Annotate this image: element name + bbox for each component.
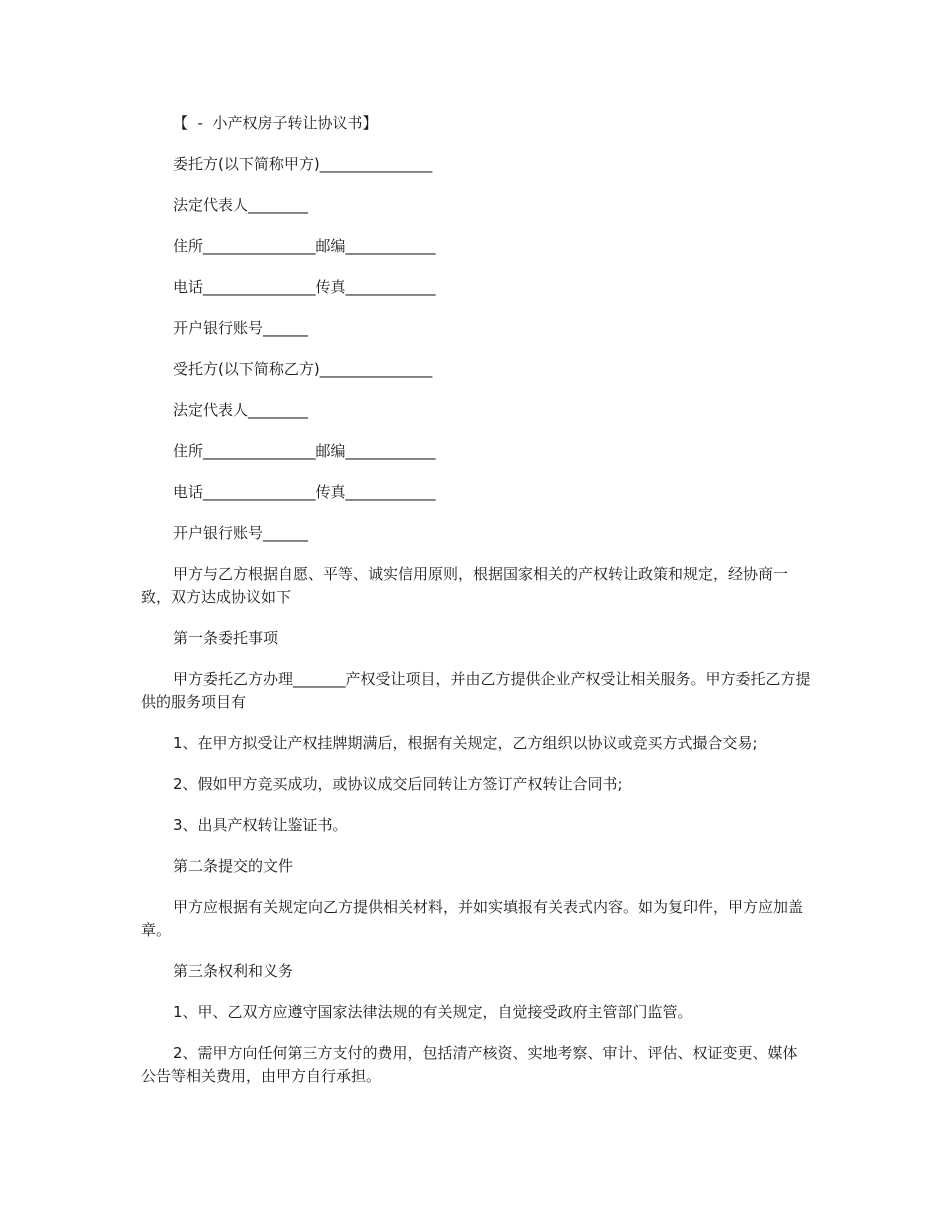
principal-phone-line: 电话_______________传真____________ bbox=[173, 278, 436, 296]
principal-legal-rep-line: 法定代表人________ bbox=[173, 196, 309, 214]
article-3-heading: 第三条权利和义务 bbox=[173, 962, 294, 980]
article-1-item-3: 3、出具产权转让鉴证书。 bbox=[173, 816, 348, 834]
article-2-body: 甲方应根据有关规定向乙方提供相关材料，并如实填报有关表式内容。如为复印件，甲方应加盖章。 bbox=[141, 898, 804, 939]
article-2-heading: 第二条提交的文件 bbox=[173, 857, 294, 875]
principal-party-line: 委托方(以下简称甲方)_______________ bbox=[173, 155, 433, 173]
principal-bank-line: 开户银行账号______ bbox=[173, 319, 309, 337]
preamble-paragraph: 甲方与乙方根据自愿、平等、诚实信用原则，根据国家相关的产权转让政策和规定，经协商一致，双方达成协议如下 bbox=[141, 565, 789, 606]
article-3-item-2: 2、需甲方向任何第三方支付的费用，包括清产核资、实地考察、审计、评估、权证变更、媒体公告等相关费用，由甲方自行承担。 bbox=[141, 1044, 798, 1085]
agent-legal-rep-line: 法定代表人________ bbox=[173, 401, 309, 419]
article-1-heading: 第一条委托事项 bbox=[173, 629, 279, 647]
agent-address-line: 住所_______________邮编____________ bbox=[173, 442, 436, 460]
article-1-item-2: 2、假如甲方竞买成功，或协议成交后同转让方签订产权转让合同书; bbox=[173, 775, 623, 793]
article-1-item-1: 1、在甲方拟受让产权挂牌期满后，根据有关规定，乙方组织以协议或竞买方式撮合交易; bbox=[173, 734, 758, 752]
agent-bank-line: 开户银行账号______ bbox=[173, 524, 309, 542]
document-title: 【 - 小产权房子转让协议书】 bbox=[173, 114, 378, 132]
document-body bbox=[141, 112, 811, 1088]
agent-party-line: 受托方(以下简称乙方)_______________ bbox=[173, 360, 433, 378]
article-1-body: 甲方委托乙方办理_______产权受让项目，并由乙方提供企业产权受让相关服务。甲方委托乙方提供的服务项目有 bbox=[141, 670, 811, 711]
article-3-item-1: 1、甲、乙双方应遵守国家法律法规的有关规定，自觉接受政府主管部门监管。 bbox=[173, 1003, 693, 1021]
agent-phone-line: 电话_______________传真____________ bbox=[173, 483, 436, 501]
principal-address-line: 住所_______________邮编____________ bbox=[173, 237, 436, 255]
